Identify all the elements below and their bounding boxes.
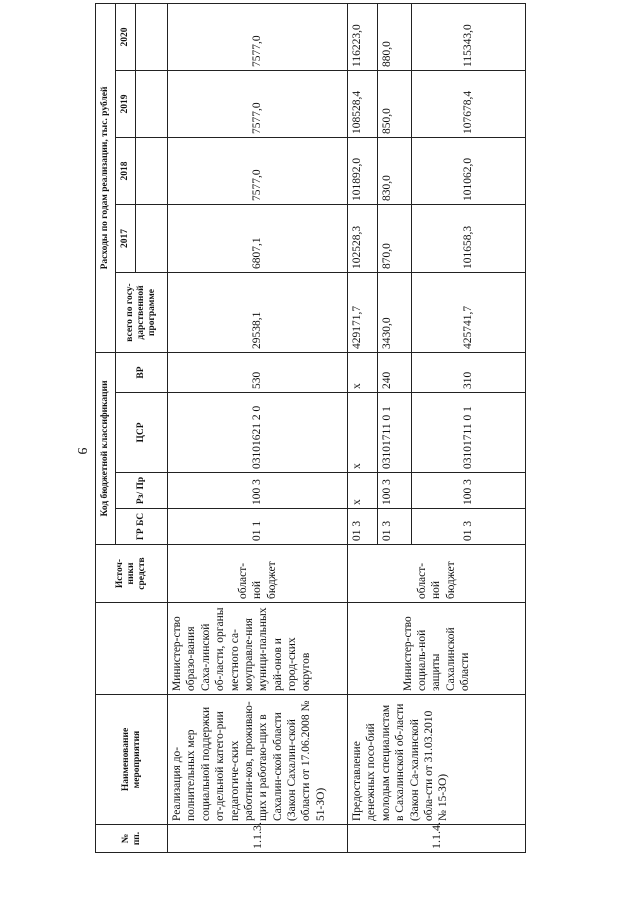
cell-vr: 310: [412, 352, 526, 392]
header-total: всего по госу-дарственной программе: [116, 272, 168, 352]
cell-rzpr: 100 3: [168, 473, 348, 509]
header-2018: 2018: [116, 137, 136, 204]
cell-csr: 03101711 0 1: [412, 393, 526, 473]
cell-total: 425741,7: [412, 272, 526, 352]
rotated-page: [95, 24, 525, 853]
cell-2018: 830,0: [378, 137, 412, 204]
row-source: област-ной бюджет: [168, 545, 348, 603]
row-number: 1.1.3.: [168, 825, 348, 853]
row-executor: Министер-ство образо-вания Саха-линской об-ласти, органы местного са-моуправле-ния муници-пальных рай-онов и город-ских округов: [168, 603, 348, 695]
cell-total: 3430,0: [378, 272, 412, 352]
row-number: 1.1.4.: [348, 825, 526, 853]
header-budget-code: Код бюджетной классификации: [96, 352, 116, 544]
header-grbs: ГР БС: [116, 509, 168, 545]
header-name: Наименование мероприятия: [96, 695, 168, 825]
cell-2019: 108528,4: [348, 70, 378, 137]
header-rzpr: Рз/ Пр: [116, 473, 168, 509]
cell-2018: 101892,0: [348, 137, 378, 204]
header-source: Источ-ники средств: [96, 545, 168, 603]
cell-2020: 115343,0: [412, 3, 526, 70]
cell-csr: 03101621 2 0: [168, 393, 348, 473]
header-csr: ЦСР: [116, 393, 168, 473]
header-2017: 2017: [116, 204, 136, 272]
cell-2018: 101062,0: [412, 137, 526, 204]
cell-grbs: 01 3: [348, 509, 378, 545]
table-row: [168, 3, 348, 852]
header-vr: ВР: [116, 352, 168, 392]
budget-table: [95, 3, 526, 853]
cell-2017: 101658,3: [412, 204, 526, 272]
header-executor: [96, 603, 168, 695]
row-name: Реализация до-полнительных мер социальной поддержки от-дельной катего-рии педагогиче-ских работни-ков, проживаю-щих и работаю-щих в Сахалин-ской области (Закон Сахалин-ской области от 17.06.2008 № 51-ЗО): [168, 695, 348, 825]
cell-vr: х: [348, 352, 378, 392]
cell-grbs: 01 3: [378, 509, 412, 545]
cell-2020: 7577,0: [168, 3, 348, 70]
cell-csr: х: [348, 393, 378, 473]
table-row: [348, 3, 378, 852]
row-executor: Министер-ство социаль-ной защиты Сахалинской области: [348, 603, 526, 695]
row-name: Предоставление денежных посо-бий молодым специалистам в Сахалинской об-ласти (Закон Са-халинской обла-сти от 31.03.2010 № 15-ЗО): [348, 695, 526, 825]
header-num: № пп.: [96, 825, 168, 853]
cell-2019: 107678,4: [412, 70, 526, 137]
cell-total: 429171,7: [348, 272, 378, 352]
cell-2017: 870,0: [378, 204, 412, 272]
cell-vr: 240: [378, 352, 412, 392]
cell-rzpr: 100 3: [378, 473, 412, 509]
cell-vr: 530: [168, 352, 348, 392]
cell-grbs: 01 1: [168, 509, 348, 545]
cell-2020: 880,0: [378, 3, 412, 70]
cell-2019: 850,0: [378, 70, 412, 137]
cell-total: 29538,1: [168, 272, 348, 352]
header-2019: 2019: [116, 70, 136, 137]
header-2020: 2020: [116, 3, 136, 70]
cell-2019: 7577,0: [168, 70, 348, 137]
cell-rzpr: 100 3: [412, 473, 526, 509]
cell-2020: 116223,0: [348, 3, 378, 70]
page-number: 9: [74, 447, 89, 455]
cell-2017: 6807,1: [168, 204, 348, 272]
cell-2017: 102528,3: [348, 204, 378, 272]
cell-rzpr: х: [348, 473, 378, 509]
cell-csr: 03101711 0 1: [378, 393, 412, 473]
cell-2018: 7577,0: [168, 137, 348, 204]
cell-grbs: 01 3: [412, 509, 526, 545]
row-source: област-ной бюджет: [348, 545, 526, 603]
header-expenses: Расходы по годам реализации, тыс. рублей: [96, 3, 116, 352]
